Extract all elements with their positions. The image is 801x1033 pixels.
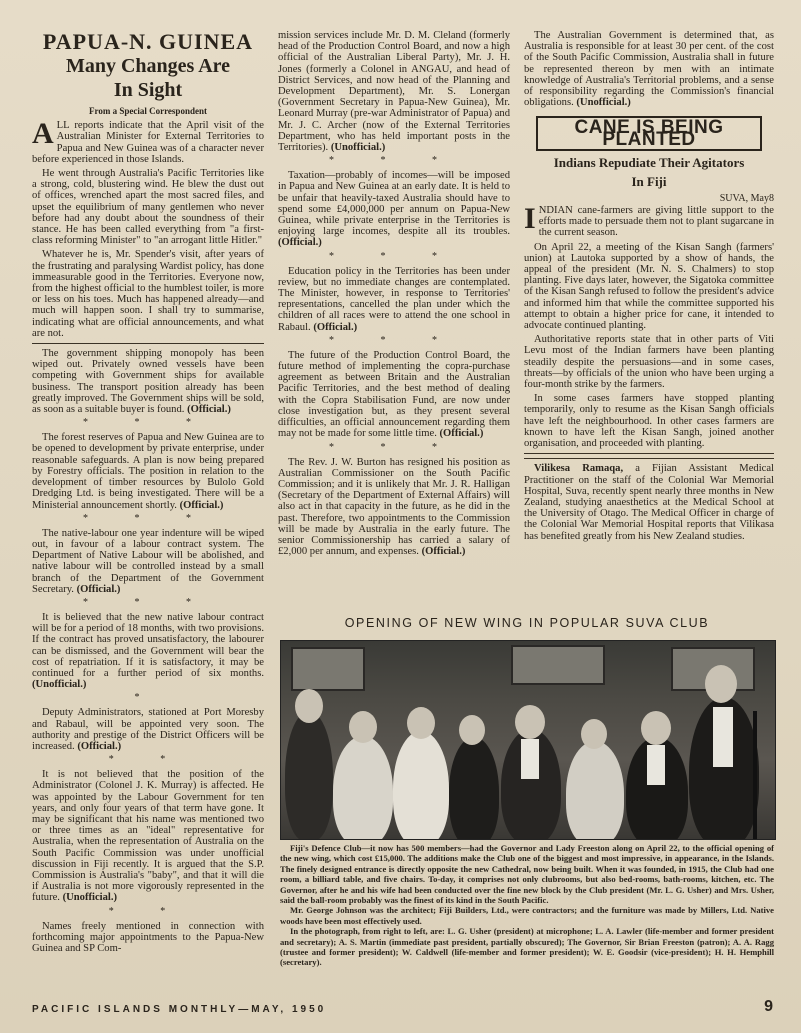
article-headline: PAPUA-N. GUINEA xyxy=(42,29,254,54)
microphone-stand xyxy=(753,711,757,839)
paragraph: Vilikesa Ramaqa, a Fijian Assistant Medical Practitioner on the staff of the Colonial War Memorial Hospital, Suva, recently spent nearly three months in New Zealand, studying anaesthetics at the Medical School at the University of Otago. The Medical Officer in charge of the Colonial War Memorial Hospital reports that Vilikasa has benefited greatly from his New Zealand studies. xyxy=(524,463,774,542)
face xyxy=(349,711,377,743)
photo-caption xyxy=(280,843,774,968)
paragraph: The native-labour one year indenture will be wiped out, in favour of a labour contract system. The Department of Native Labour will be abolished, and native labour will be controlled instead by a small branch of the Department of the Government Secretary. (Official.) xyxy=(32,527,264,595)
face xyxy=(641,711,671,745)
paragraph: Deputy Administrators, stationed at Port Moresby and Rabaul, will be appointed very soon. The authority and prestige of the District Officers will be increased. (Official.) xyxy=(32,707,264,752)
shirt xyxy=(647,745,665,785)
paragraph: The future of the Production Control Board, the future method of implementing the copra-purchase agreement as between Britain and the Australian Pacific Territories, and the best method of dealing with the Copra Stabilisation Fund, are now under close investigation but, as they present several difficulties, an official announcement regarding them may not be made for some little time. (Official.) xyxy=(278,349,510,440)
paragraph: ALL reports indicate that the April visit of the Australian Minister for External Territories to Papua and New Guinea was of a character never before experienced in those Islands. xyxy=(32,117,264,165)
separator-stars: * * * xyxy=(329,155,459,167)
paragraph: It is not believed that the position of the Administrator (Colonel J. K. Murray) is affected. He was appointed by the Labour Government for ten years, and only four years of that term have gone. It may be significant that his name was mentioned two or three times as an "ideal" representative for Australia, when the representation of Australia on the South Pacific Commission was under unofficial discussion in Fiji recently. It is argued that the S.P. Commission is Australia's "baby", and that it will die if Australia is not more vigorously represented in the future. (Unofficial.) xyxy=(32,769,264,904)
separator-stars: * * * xyxy=(83,512,213,524)
paragraph: The Rev. J. W. Burton has resigned his position as Australian Commissioner on the South Pacific Commission; and it is unlikely that Mr. J. R. Halligan (Secretary of the Department of External Affairs) will also act in that capacity in the future, as he did in the past. Therefore, two appointments to the Commission will be made by Australia in the early future. The senior Commissionership has carried a salary of £2,000 per annum, and expenses. (Official.) xyxy=(278,456,510,558)
divider xyxy=(524,453,774,454)
cane-subheadline-2: In Fiji xyxy=(631,173,667,189)
face xyxy=(705,665,737,703)
paragraph: Names freely mentioned in connection with forthcoming major appointments to the Papua-New Guinea and SP Com- xyxy=(32,920,264,954)
face xyxy=(459,715,485,745)
separator-stars: * * * xyxy=(83,417,213,429)
face xyxy=(407,707,435,739)
caption-paragraph: Fiji's Defence Club—it now has 500 members—had the Governor and Lady Freeston along on April 22, to the official opening of the new wing, which cost £15,000. The additions make the Club one of the biggest and most impressive, in appearance, in the Islands. The finely designed entrance is directly opposite the new Cathedral, now being built. When it was founded, in 1915, the Club had one room, a billiard table, and five chairs. To-day, it comprises not only clubrooms, but also bed-rooms, bath-rooms, kitchen, etc. The Governor, after he and his wife had been conducted over the fine new block by the Club president (Mr. L. G. Usher) and Mrs. Usher, said the ball-room probably was the finest of its kind in the South Pacific. xyxy=(280,843,774,906)
column-2 xyxy=(278,30,510,560)
divider xyxy=(524,458,774,459)
drop-cap: A xyxy=(32,117,54,151)
paragraph: INDIAN cane-farmers are giving little support to the efforts made to persuade them not to plant sugarcane in the current season. xyxy=(524,202,774,239)
shirt xyxy=(521,739,539,779)
page-number: 9 xyxy=(764,998,773,1015)
face xyxy=(295,689,323,723)
club-opening-photo xyxy=(280,640,776,840)
window xyxy=(291,647,365,691)
person xyxy=(393,731,449,840)
separator-stars: * * * xyxy=(329,250,459,262)
paragraph: Education policy in the Territories has been under review, but no immediate changes are contemplated. The Minister, however, in response to Territories' representations, cancelled the plan under which the children of all races were to attend the one school in Rabaul. (Official.) xyxy=(278,265,510,333)
paragraph: On April 22, a meeting of the Kisan Sangh (farmers' union) at Lautoka supported by a show of hands, the appeal of the president (Mr. N. S. Chalmers) to stop planting. Five days later, however, the Sigatoka committee of the Kisan Sangh refused to follow the president's advice and informed him that while the committee supported his attempt to obtain a higher price for cane, it intended to advocate continued planting. xyxy=(524,241,774,332)
person xyxy=(285,711,333,840)
paragraph: It is believed that the new native labour contract will be for a period of 18 months, with two provisions. If the contract has proved unsatisfactory, the labourer can be dismissed, and the Government will bear the cost of repatriation. If it is satisfactory, it may be continued for a further period of six months. (Unofficial.) xyxy=(32,611,264,691)
article-subheadline-1: Many Changes Are xyxy=(65,55,231,77)
face xyxy=(581,719,607,749)
photo-title: OPENING OF NEW WING IN POPULAR SUVA CLUB xyxy=(344,616,710,630)
footer-publication: PACIFIC ISLANDS MONTHLY—MAY, 1950 xyxy=(32,1004,327,1015)
cane-headline: CANE IS BEING PLANTED xyxy=(536,116,762,150)
column-3 xyxy=(524,30,774,545)
window xyxy=(511,645,605,685)
article-subheadline-2: In Sight xyxy=(113,79,183,101)
paragraph: Taxation—probably of incomes—will be imposed in Papua and New Guinea at an early date. It is held to be unfair that heavily-taxed Australia should have to spend some £4,000,000 per annum on Papua-New Guinea, while private enterprise in the Territories is enjoying large incomes, despite all its troubles. (Official.) xyxy=(278,170,510,249)
byline: From a Special Correspondent xyxy=(89,106,207,116)
caption-paragraph: In the photograph, from right to left, are: L. G. Usher (president) at microphone; L. A. Lawler (life-member and former president and secretary); A. S. Martin (immediate past president, partially obscured); The Governor, Sir Brian Freeston (patron); A. A. Ragg (trustee and former president); W. Caldwell (life-member and former president); W. E. Goodsir (vice-president); H. H. Hemphill (secretary). xyxy=(280,926,774,968)
shirt xyxy=(713,707,733,767)
paragraph: Authoritative reports state that in other parts of Viti Levu most of the Indian farmers have been planting steadily despite the persuasions—and in some cases, threats—by officials of the union who have been urging a four-month strike by the farmers. xyxy=(524,334,774,391)
separator-stars: * xyxy=(134,692,162,704)
paragraph: mission services include Mr. D. M. Cleland (formerly head of the Production Control Board, and now a high official of the Australian Liberal Party), Mr. J. H. Jones (formerly a Colonel in ANGAU, and head of District Services, and now head of the Planning and Development Department), Mr. S. Lonergan (Government Secretary in Papua-New Guinea), Mr. Leonard Murray (pre-war Administrator of Papua) and Mr. J. C. Archer (now of the External Territories Department, who has held important posts in the Territories). (Unofficial.) xyxy=(278,30,510,154)
person xyxy=(566,741,624,840)
separator-stars: * * * xyxy=(329,334,459,346)
paragraph: The forest reserves of Papua and New Guinea are to be opened to development by private enterprise, under reasonable safeguards. A plan is now being prepared by Forestry officials. The position in relation to the development of timber resources by Bulolo Gold Dredging Ltd. is being investigated. There will be a Ministerial announcement shortly. (Official.) xyxy=(32,432,264,511)
separator-stars: * * * xyxy=(329,441,459,453)
paragraph: Whatever he is, Mr. Spender's visit, after years of the frustrating and paralysing Wardist policy, has done immeasurable good in the Territories. Everyone now, from the highest official to the humblest toiler, is more or less on his toes. Much has happened already—and much will happen soon. I shall try to summarise, indicating what are official announcements, and what are not. xyxy=(32,249,264,339)
separator-stars: * * * xyxy=(83,596,213,608)
separator-stars: * * xyxy=(108,754,188,766)
caption-paragraph: Mr. George Johnson was the architect; Fiji Builders, Ltd., were contractors; and the furniture was made by Millers, Ltd. Native woods have been most effectively used. xyxy=(280,905,774,926)
person xyxy=(449,737,499,840)
cane-subheadline-1: Indians Repudiate Their Agitators xyxy=(553,154,745,170)
person xyxy=(333,736,393,840)
paragraph: The Australian Government is determined that, as Australia is responsible for at least 30 per cent. of the cost of the South Pacific Commission, Australia shall in future be represented thereon by men with an intimate knowledge of Australia's Territorial problems, and a sense of responsibility regarding the Commission's financial obligations. (Unofficial.) xyxy=(524,30,774,109)
dateline: SUVA, May8 xyxy=(719,192,774,204)
separator-stars: * * xyxy=(108,905,188,917)
paragraph: The government shipping monopoly has been wiped out. Privately owned vessels have been competing with Government ships for available business. The transport position already has been greatly improved. The Government ships will be sold, as soon as a suitable buyer is found. (Official.) xyxy=(32,348,264,416)
paragraph: He went through Australia's Pacific Territories like a strong, cold, blustering wind. He blew the dust out of offices, wrenched apart the most sacred files, and upset the equilibrium of many gentlemen who never before had any doubt about the soundness of their stance. He has been called everything from "a first-class reforming Minister" to "an arrogant little Hitler." xyxy=(32,168,264,247)
face xyxy=(515,705,545,739)
column-1 xyxy=(32,30,264,957)
paragraph: In some cases farmers have stopped planting temporarily, only to resume as the Kisan Sangh officials have left the neighbourhood. In other cases farmers are known to have left the Kisan Sangh, joined another organisation, and proceeded with planting. xyxy=(524,393,774,450)
divider xyxy=(32,343,264,344)
drop-cap: I xyxy=(524,202,536,236)
